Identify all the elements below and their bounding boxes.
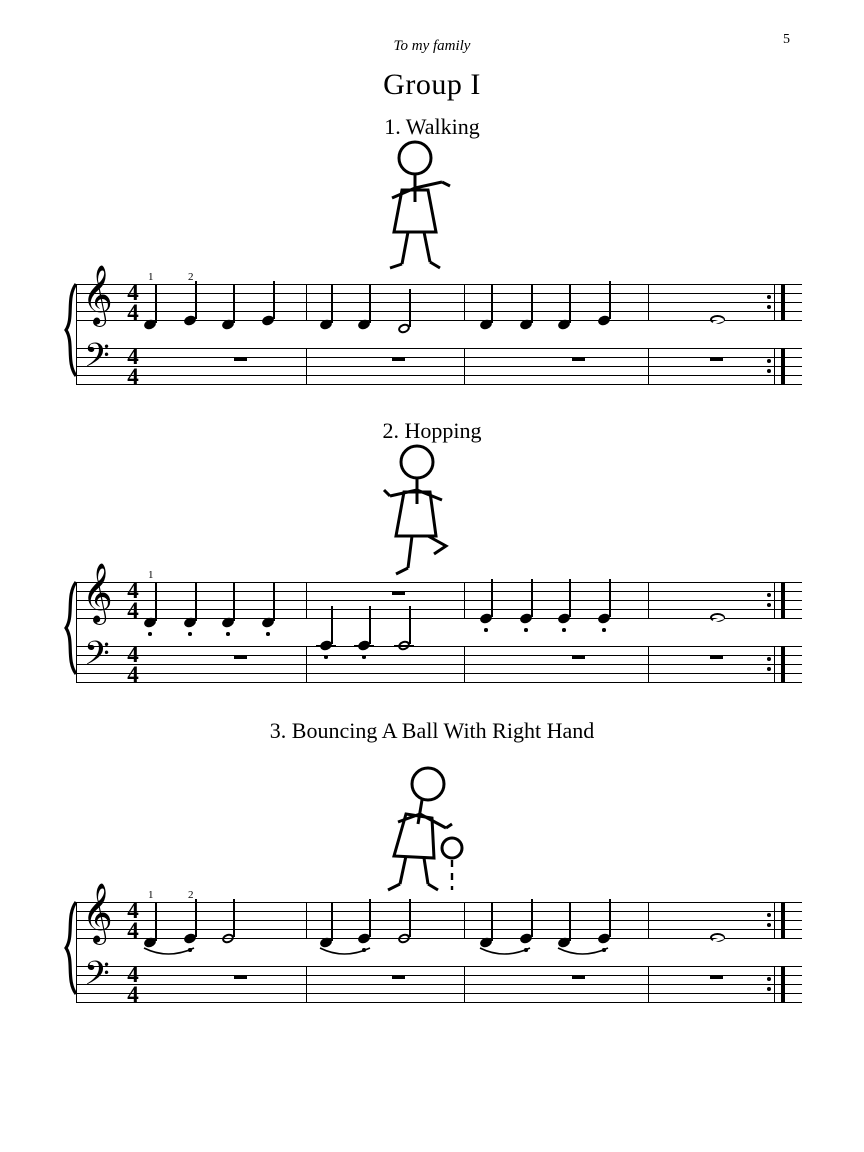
bass-rest-m4: [710, 975, 723, 979]
bass-clef-icon: 𝄢: [84, 955, 110, 1001]
slur: [478, 946, 534, 965]
fingering-1: 1: [148, 271, 154, 283]
page-number: 5: [783, 32, 790, 47]
whole-note: [710, 315, 725, 324]
treble-rest-m2: [392, 591, 405, 595]
bouncing-ball-stick-figure: [372, 762, 492, 902]
piece-title-2: 2. Hopping: [382, 418, 482, 443]
bass-rest-m4: [710, 655, 723, 659]
system-1: [62, 265, 802, 389]
treble-clef-icon: 𝄞: [82, 883, 113, 943]
time-signature-treble: 4 4: [127, 578, 139, 623]
slur: [318, 946, 374, 965]
dedication-text: To my family: [393, 38, 471, 54]
treble-clef-icon: 𝄞: [82, 265, 113, 325]
time-signature-bass: 4 4: [127, 642, 139, 687]
bass-clef-icon: 𝄢: [84, 337, 110, 383]
whole-note: [710, 933, 725, 942]
bass-rest-m3: [572, 357, 585, 361]
bass-rest-m1: [234, 655, 247, 659]
slur: [142, 946, 198, 965]
fingering-1: 1: [148, 569, 154, 581]
whole-note: [710, 613, 725, 622]
system-3: [62, 883, 802, 1007]
bass-rest-m2: [392, 357, 405, 361]
hopping-stick-figure: [372, 444, 482, 584]
slur: [556, 946, 612, 965]
bass-rest-m1: [234, 357, 247, 361]
piece-title-1: 1. Walking: [384, 114, 480, 139]
system-2: [62, 563, 802, 687]
bass-clef-icon: 𝄢: [84, 635, 110, 681]
fingering-2: 2: [188, 889, 194, 901]
bass-rest-m3: [572, 975, 585, 979]
group-title: Group I: [383, 68, 481, 101]
time-signature-treble: 4 4: [127, 898, 139, 943]
fingering-2: 2: [188, 271, 194, 283]
bass-rest-m4: [710, 357, 723, 361]
time-signature-bass: 4 4: [127, 962, 139, 1007]
time-signature-treble: 4 4: [127, 280, 139, 325]
bass-rest-m1: [234, 975, 247, 979]
piece-title-3: 3. Bouncing A Ball With Right Hand: [269, 718, 595, 743]
treble-clef-icon: 𝄞: [82, 563, 113, 623]
walking-stick-figure: [372, 140, 482, 275]
bass-rest-m3: [572, 655, 585, 659]
fingering-1: 1: [148, 889, 154, 901]
time-signature-bass: 4 4: [127, 344, 139, 389]
bass-rest-m2: [392, 975, 405, 979]
